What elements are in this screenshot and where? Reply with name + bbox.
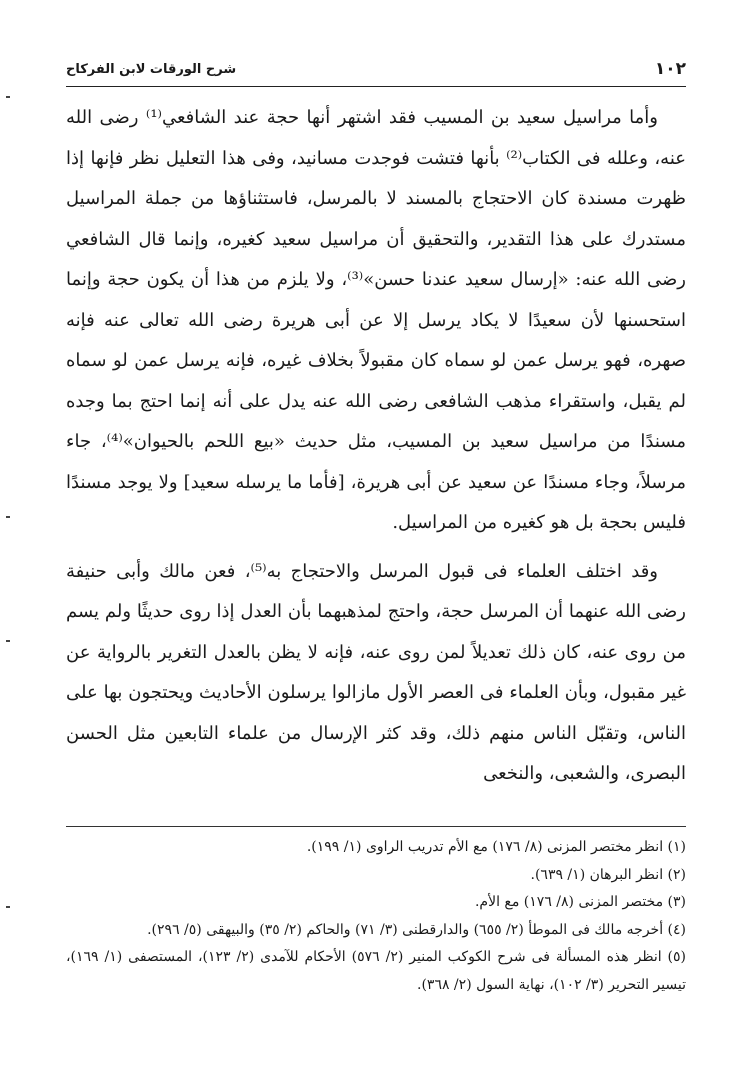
scan-artifact	[6, 96, 10, 98]
footnote: (٢) انظر البرهان (١/ ٦٣٩).	[530, 866, 686, 883]
paragraph: وقد اختلف العلماء فى قبول المرسل والاحتجاج به⁽⁵⁾، فعن مالك وأبى حنيفة رضى الله عنهما أن المرسل حجة، واحتج لمذهبهما بأن العدل إذا روى حديثًا ولم يسم من روى عنه، كان ذلك تعديلاً لمن روى عنه، فإنه لا يظن بالعدل التغرير بالرواية عن غير مقبول، وبأن العلماء فى العصر الأول مازالوا يرسلون الأحاديث ويحتجون بها على الناس، وتقبّل الناس منهم ذلك، وقد كثر الإرسال من علماء التابعين مثل الحسن البصرى، والشعبى، والنخعى	[66, 560, 686, 784]
page-header	[66, 58, 686, 84]
header-rule	[66, 86, 686, 87]
paragraph: وأما مراسيل سعيد بن المسيب فقد اشتهر أنها حجة عند الشافعي⁽¹⁾ رضى الله عنه، وعلله فى الكتاب⁽²⁾ بأنها فتشت فوجدت مسانيد، وفى هذا التعليل نظر فإنها إذا ظهرت مسندة كان الاحتجاج بالمسند لا بالمرسل، فاستثناؤها من جملة المراسيل مستدرك على هذا التقدير، والتحقيق أن مراسيل سعيد كغيره، وإنما قال الشافعي رضى الله عنه: «إرسال سعيد عندنا حسن»⁽³⁾، ولا يلزم من هذا أن يكون حجة وإنما استحسنها لأن سعيدًا لا يكاد يرسل إلا عن أبى هريرة رضى الله تعالى عنه فإنه صهره، فهو يرسل عمن لو سماه كان مقبولاً بخلاف غيره، فإنه يرسل عمن لو سماه لم يقبل، واستقراء مذهب الشافعى رضى الله عنه يدل على أنه إنما احتج بما وجده مسندًا من مراسيل سعيد بن المسيب، مثل حديث «بيع اللحم بالحيوان»⁽⁴⁾، جاء مرسلاً، وجاء مسندًا عن سعيد عن أبى هريرة، [فأما ما يرسله سعيد] ولا يوجد مسندًا فليس بحجة بل هو كغيره من المراسيل.	[66, 107, 687, 533]
footnote-rule	[66, 826, 686, 827]
footnote: (٤) أخرجه مالك فى الموطأ (٢/ ٦٥٥) والدارقطنى (٣/ ٧١) والحاكم (٢/ ٣٥) والبيهقى (٥/ ٢٩٦).	[147, 921, 686, 938]
footnote: (٥) انظر هذه المسألة فى شرح الكوكب المنير (٢/ ٥٧٦) الأحكام للآمدى (٢/ ١٢٣)، المستصفى (١/ ١٦٩)، تيسير التحرير (٣/ ١٠٢)، نهاية السول (٢/ ٣٦٨).	[66, 949, 687, 993]
page-number: ١٠٢	[654, 59, 686, 79]
scan-artifact	[6, 906, 10, 908]
running-title: شرح الورقات لابن الفركاح	[66, 62, 237, 77]
footnote: (٣) مختصر المزنى (٨/ ١٧٦) مع الأم.	[474, 894, 686, 910]
scan-artifact	[6, 640, 10, 642]
main-text	[66, 98, 686, 795]
footnote: (١) انظر مختصر المزنى (٨/ ١٧٦) مع الأم تدريب الراوى (١/ ١٩٩).	[306, 839, 686, 855]
footnotes	[66, 834, 686, 999]
scan-artifact	[6, 516, 10, 518]
